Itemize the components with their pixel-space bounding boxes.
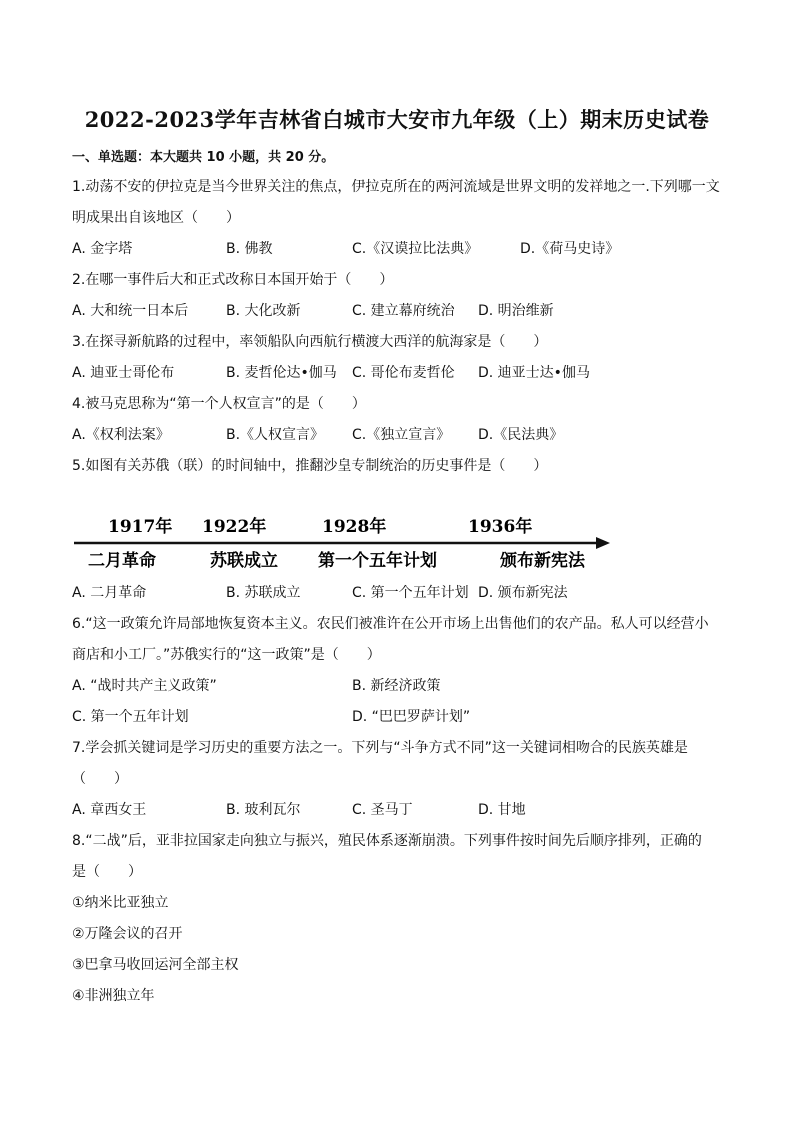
q1-option-c: C.《汉谟拉比法典》	[352, 241, 479, 257]
q2-option-b: B. 大化改新	[226, 303, 301, 319]
q8-stem-line1: 8.“二战”后，亚非拉国家走向独立与振兴，殖民体系逐渐崩溃。下列事件按时间先后顺序排列，正确的	[72, 833, 702, 849]
q7-stem-line1: 7.学会抓关键词是学习历史的重要方法之一。下列与“斗争方式不同”这一关键词相吻合的民族英雄是	[72, 740, 688, 756]
timeline-year-1928: 1928年	[322, 517, 387, 537]
q7-option-d: D. 甘地	[478, 802, 526, 818]
timeline-event-february-revolution: 二月革命	[88, 551, 156, 571]
q5-option-b: B. 苏联成立	[226, 585, 301, 601]
q4-stem: 4.被马克思称为“第一个人权宣言”的是（ ）	[72, 396, 366, 412]
q6-option-b: B. 新经济政策	[352, 678, 441, 694]
q6-stem-line2: 商店和小工厂。”苏俄实行的“这一政策”是（ ）	[72, 647, 381, 663]
q1-stem-line1: 1.动荡不安的伊拉克是当今世界关注的焦点，伊拉克所在的两河流域是世界文明的发祥地之一.下列哪一文	[72, 179, 720, 195]
q4-option-c: C.《独立宣言》	[352, 427, 451, 443]
q7-option-b: B. 玻利瓦尔	[226, 802, 301, 818]
q6-option-d: D. “巴巴罗萨计划”	[352, 709, 471, 725]
q1-option-a: A. 金字塔	[72, 241, 133, 257]
q5-option-a: A. 二月革命	[72, 585, 147, 601]
q8-item-2: ②万隆会议的召开	[72, 926, 183, 942]
timeline-year-1922: 1922年	[202, 517, 267, 537]
q3-option-a: A. 迪亚士哥伦布	[72, 365, 175, 381]
timeline-event-ussr-founded: 苏联成立	[210, 551, 278, 571]
q7-option-c: C. 圣马丁	[352, 802, 413, 818]
q5-option-d: D. 颁布新宪法	[478, 585, 568, 601]
q1-option-b: B. 佛教	[226, 241, 273, 257]
timeline-event-five-year-plan: 第一个五年计划	[318, 551, 437, 571]
q4-option-a: A.《权利法案》	[72, 427, 170, 443]
q5-timeline	[70, 512, 630, 576]
timeline-arrow-icon	[596, 537, 610, 549]
q4-option-b: B.《人权宣言》	[226, 427, 325, 443]
q6-option-c: C. 第一个五年计划	[72, 709, 189, 725]
q3-option-d: D. 迪亚士达•伽马	[478, 365, 590, 381]
timeline-event-new-constitution: 颁布新宪法	[500, 551, 585, 571]
q8-item-4: ④非洲独立年	[72, 988, 155, 1004]
q2-stem: 2.在哪一事件后大和正式改称日本国开始于（ ）	[72, 272, 394, 288]
q1-option-d: D.《荷马史诗》	[520, 241, 620, 257]
q2-option-c: C. 建立幕府统治	[352, 303, 455, 319]
q7-stem-line2: （ ）	[72, 771, 128, 787]
q2-option-d: D. 明治维新	[478, 303, 554, 319]
q5-option-c: C. 第一个五年计划	[352, 585, 469, 601]
section-heading: 一、单选题：本大题共 10 小题，共 20 分。	[72, 150, 335, 165]
q1-stem-line2: 明成果出自该地区（ ）	[72, 210, 240, 226]
q3-option-b: B. 麦哲伦达•伽马	[226, 365, 337, 381]
timeline-year-1936: 1936年	[468, 517, 533, 537]
timeline-year-1917: 1917年	[108, 517, 173, 537]
q3-option-c: C. 哥伦布麦哲伦	[352, 365, 455, 381]
timeline-graphic	[70, 512, 630, 576]
q7-option-a: A. 章西女王	[72, 802, 147, 818]
q8-stem-line2: 是（ ）	[72, 864, 142, 880]
q4-option-d: D.《民法典》	[478, 427, 564, 443]
q6-option-a: A. “战时共产主义政策”	[72, 678, 217, 694]
q6-stem-line1: 6.“这一政策允许局部地恢复资本主义。农民们被准许在公开市场上出售他们的农产品。私人可以经营小	[72, 616, 709, 632]
q8-item-1: ①纳米比亚独立	[72, 895, 169, 911]
q3-stem: 3.在探寻新航路的过程中，率领船队向西航行横渡大西洋的航海家是（ ）	[72, 334, 548, 350]
q5-stem: 5.如图有关苏俄（联）的时间轴中，推翻沙皇专制统治的历史事件是（ ）	[72, 458, 548, 474]
q8-item-3: ③巴拿马收回运河全部主权	[72, 957, 239, 973]
q2-option-a: A. 大和统一日本后	[72, 303, 189, 319]
exam-title: 2022-2023学年吉林省白城市大安市九年级（上）期末历史试卷	[84, 107, 710, 132]
